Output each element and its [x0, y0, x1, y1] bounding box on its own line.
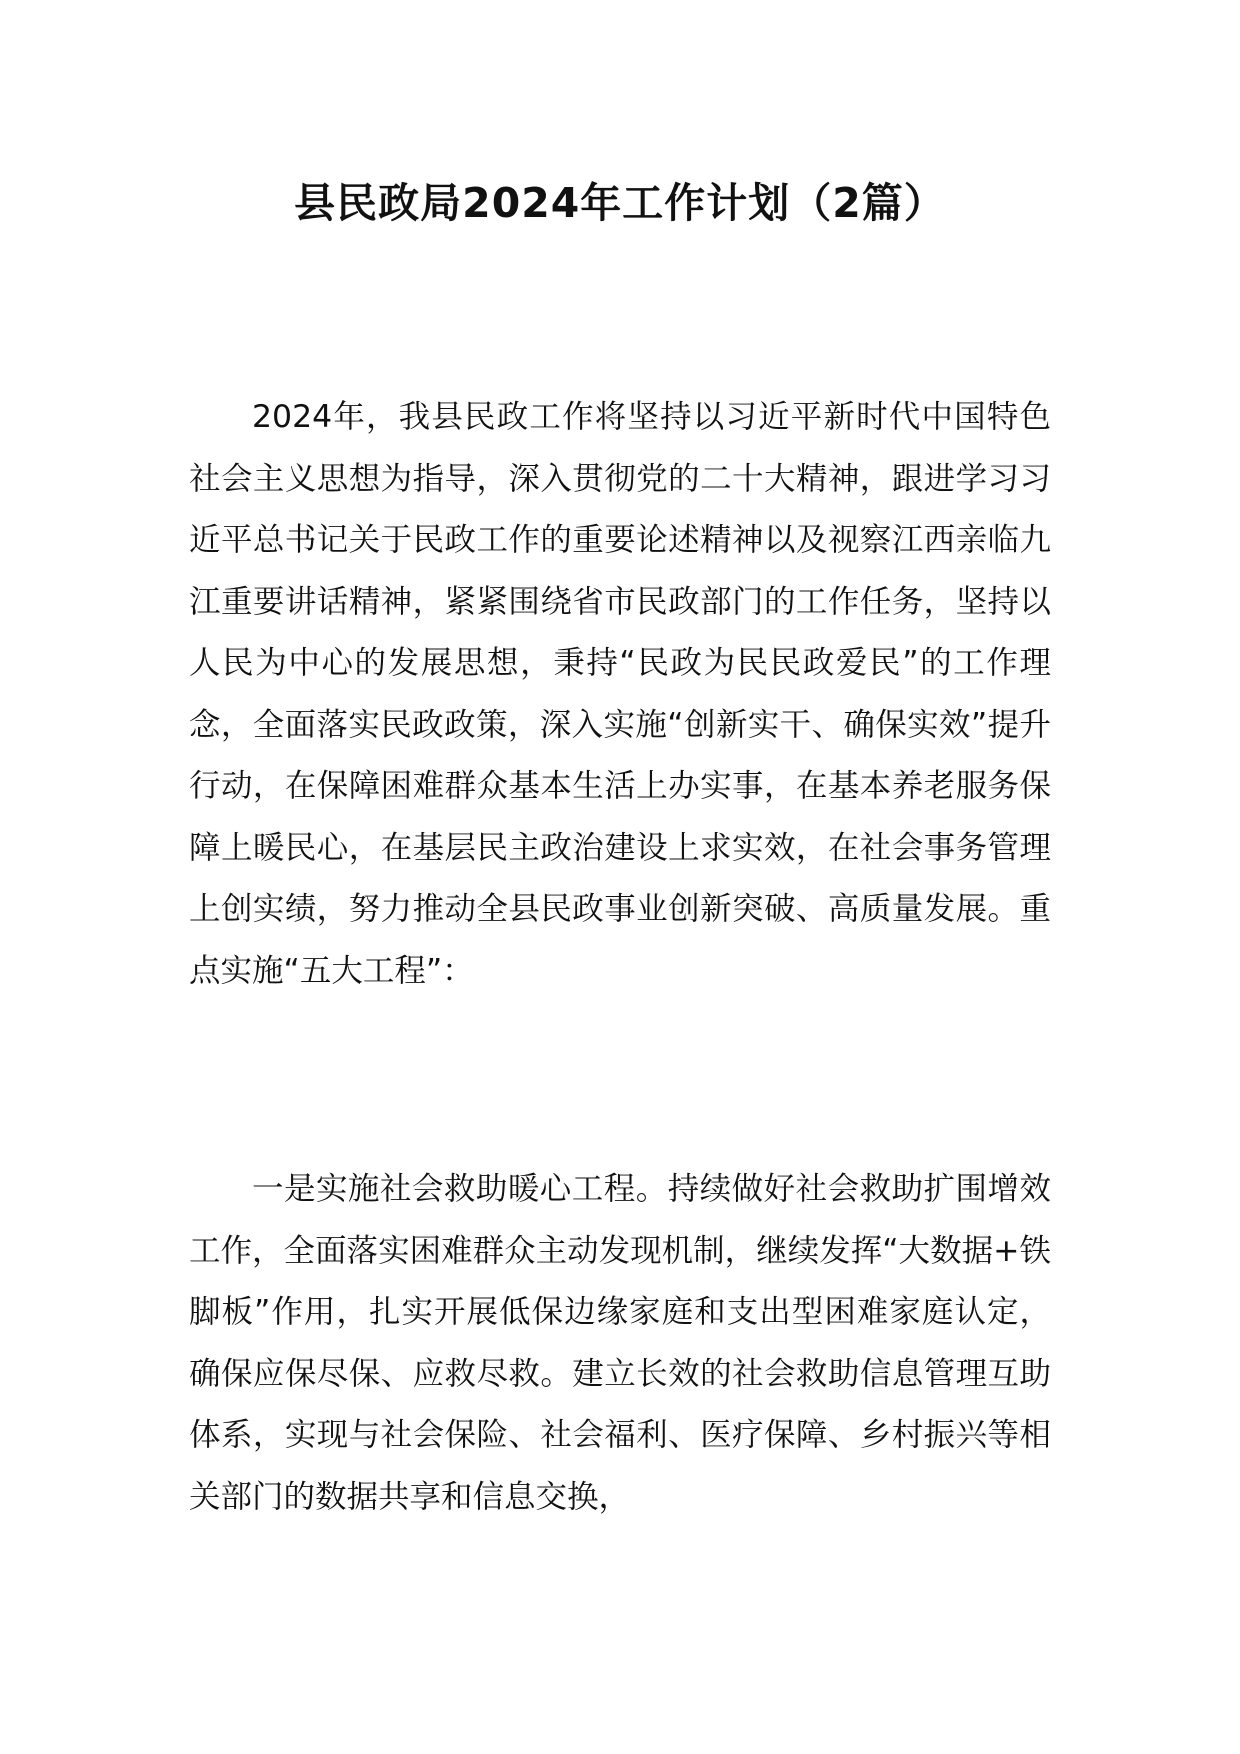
- paragraph-intro: 2024年，我县民政工作将坚持以习近平新时代中国特色社会主义思想为指导，深入贯彻党的二十大精神，跟进学习习近平总书记关于民政工作的重要论述精神以及视察江西亲临九江重要讲话精神，紧紧围绕省市民政部门的工作任务，坚持以人民为中心的发展思想，秉持“民政为民民政爱民”的工作理念，全面落实民政政策，深入实施“创新实干、确保实效”提升行动，在保障困难群众基本生活上办实事，在基本养老服务保障上暖民心，在基层民主政治建设上求实效，在社会事务管理上创实绩，努力推动全县民政事业创新突破、高质量发展。重点实施“五大工程”：: [189, 399, 1051, 989]
- document-title: 县民政局2024年工作计划（2篇）: [294, 179, 946, 227]
- paragraph-social-assistance: 一是实施社会救助暖心工程。持续做好社会救助扩围增效工作，全面落实困难群众主动发现机制，继续发挥“大数据+铁脚板”作用，扎实开展低保边缘家庭和支出型困难家庭认定，确保应保尽保、应救尽救。建立长效的社会救助信息管理互助体系，实现与社会保险、社会福利、医疗保障、乡村振兴等相关部门的数据共享和信息交换，: [189, 1171, 1051, 1515]
